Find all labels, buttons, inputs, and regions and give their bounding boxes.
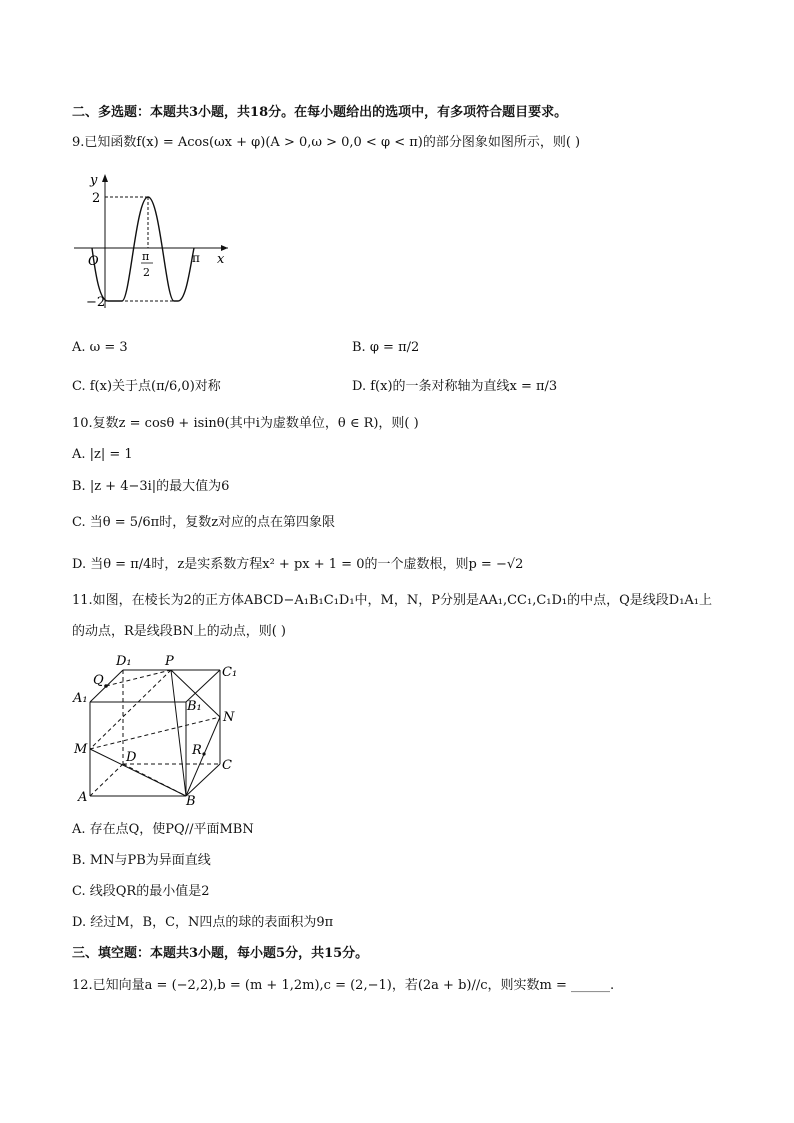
x-axis-label: x — [217, 252, 225, 267]
label-r: R — [192, 743, 202, 758]
question-11-option-b: B. MN与PB为异面直线 — [72, 853, 211, 868]
label-a: A — [78, 790, 88, 805]
label-d: D — [126, 750, 137, 765]
question-11-option-d: D. 经过M，B，C，N四点的球的表面积为9π — [72, 915, 334, 930]
label-n: N — [223, 710, 235, 725]
label-b: B — [186, 794, 196, 809]
question-9-option-b: B. φ = π/2 — [352, 340, 420, 355]
question-10-option-c: C. 当θ = 5/6π时，复数z对应的点在第四象限 — [72, 515, 336, 530]
label-m: M — [74, 742, 88, 757]
question-9-option-a: A. ω = 3 — [72, 340, 128, 355]
cube-figure — [70, 650, 250, 810]
question-10-option-b: B. |z + 4−3i|的最大值为6 — [72, 479, 230, 494]
question-9-option-c: C. f(x)关于点(π/6,0)对称 — [72, 379, 221, 394]
y-max-label: 2 — [92, 191, 101, 206]
y-axis-arrow — [102, 174, 108, 182]
cosine-graph-figure — [70, 168, 240, 313]
x-axis-arrow — [221, 245, 228, 251]
section-heading-fill-in: 三、填空题：本题共3小题，每小题5分，共15分。 — [72, 946, 369, 961]
label-d1: D₁ — [116, 654, 132, 669]
label-c1: C₁ — [222, 665, 238, 680]
x-end-pi-label: π — [192, 251, 200, 265]
question-9-stem: 9.已知函数f(x) = Acos(ωx + φ)(A > 0,ω > 0,0 < φ < π)的部分图象如图所示，则( ) — [72, 135, 581, 150]
question-9-option-d: D. f(x)的一条对称轴为直线x = π/3 — [352, 379, 558, 394]
question-11-option-a: A. 存在点Q，使PQ//平面MBN — [72, 822, 254, 837]
label-b1: B₁ — [187, 699, 202, 714]
label-a1: A₁ — [73, 691, 88, 706]
cosine-curve — [92, 197, 194, 301]
question-11-option-c: C. 线段QR的最小值是2 — [72, 884, 210, 899]
question-11-stem-line2: 的动点，R是线段BN上的动点，则( ) — [72, 624, 286, 639]
question-11-stem-line1: 11.如图，在棱长为2的正方体ABCD−A₁B₁C₁D₁中，M，N，P分别是AA₁,CC₁,C₁D₁的中点，Q是线段D₁A₁上 — [72, 593, 713, 608]
label-p: P — [165, 654, 174, 669]
question-10-option-d: D. 当θ = π/4时，z是实系数方程x² + px + 1 = 0的一个虚数根，则p = −√2 — [72, 557, 524, 572]
label-c: C — [222, 758, 232, 773]
question-10-option-a: A. |z| = 1 — [72, 447, 133, 462]
section-heading-multiple-choice: 二、多选题：本题共3小题，共18分。在每小题给出的选项中，有多项符合题目要求。 — [72, 105, 568, 120]
x-tick-pi-numerator: π — [142, 250, 150, 263]
y-min-label: −2 — [86, 295, 106, 310]
question-10-stem: 10.复数z = cosθ + isinθ(其中i为虚数单位，θ ∈ R)，则( ) — [72, 416, 419, 431]
x-tick-pi-denominator: 2 — [143, 266, 150, 279]
label-q: Q — [93, 673, 104, 688]
question-12-stem: 12.已知向量a = (−2,2),b = (m + 1,2m),c = (2,−1)，若(2a + b)//c，则实数m = ______. — [72, 978, 615, 993]
origin-label: O — [88, 254, 99, 269]
y-axis-label: y — [90, 173, 98, 188]
